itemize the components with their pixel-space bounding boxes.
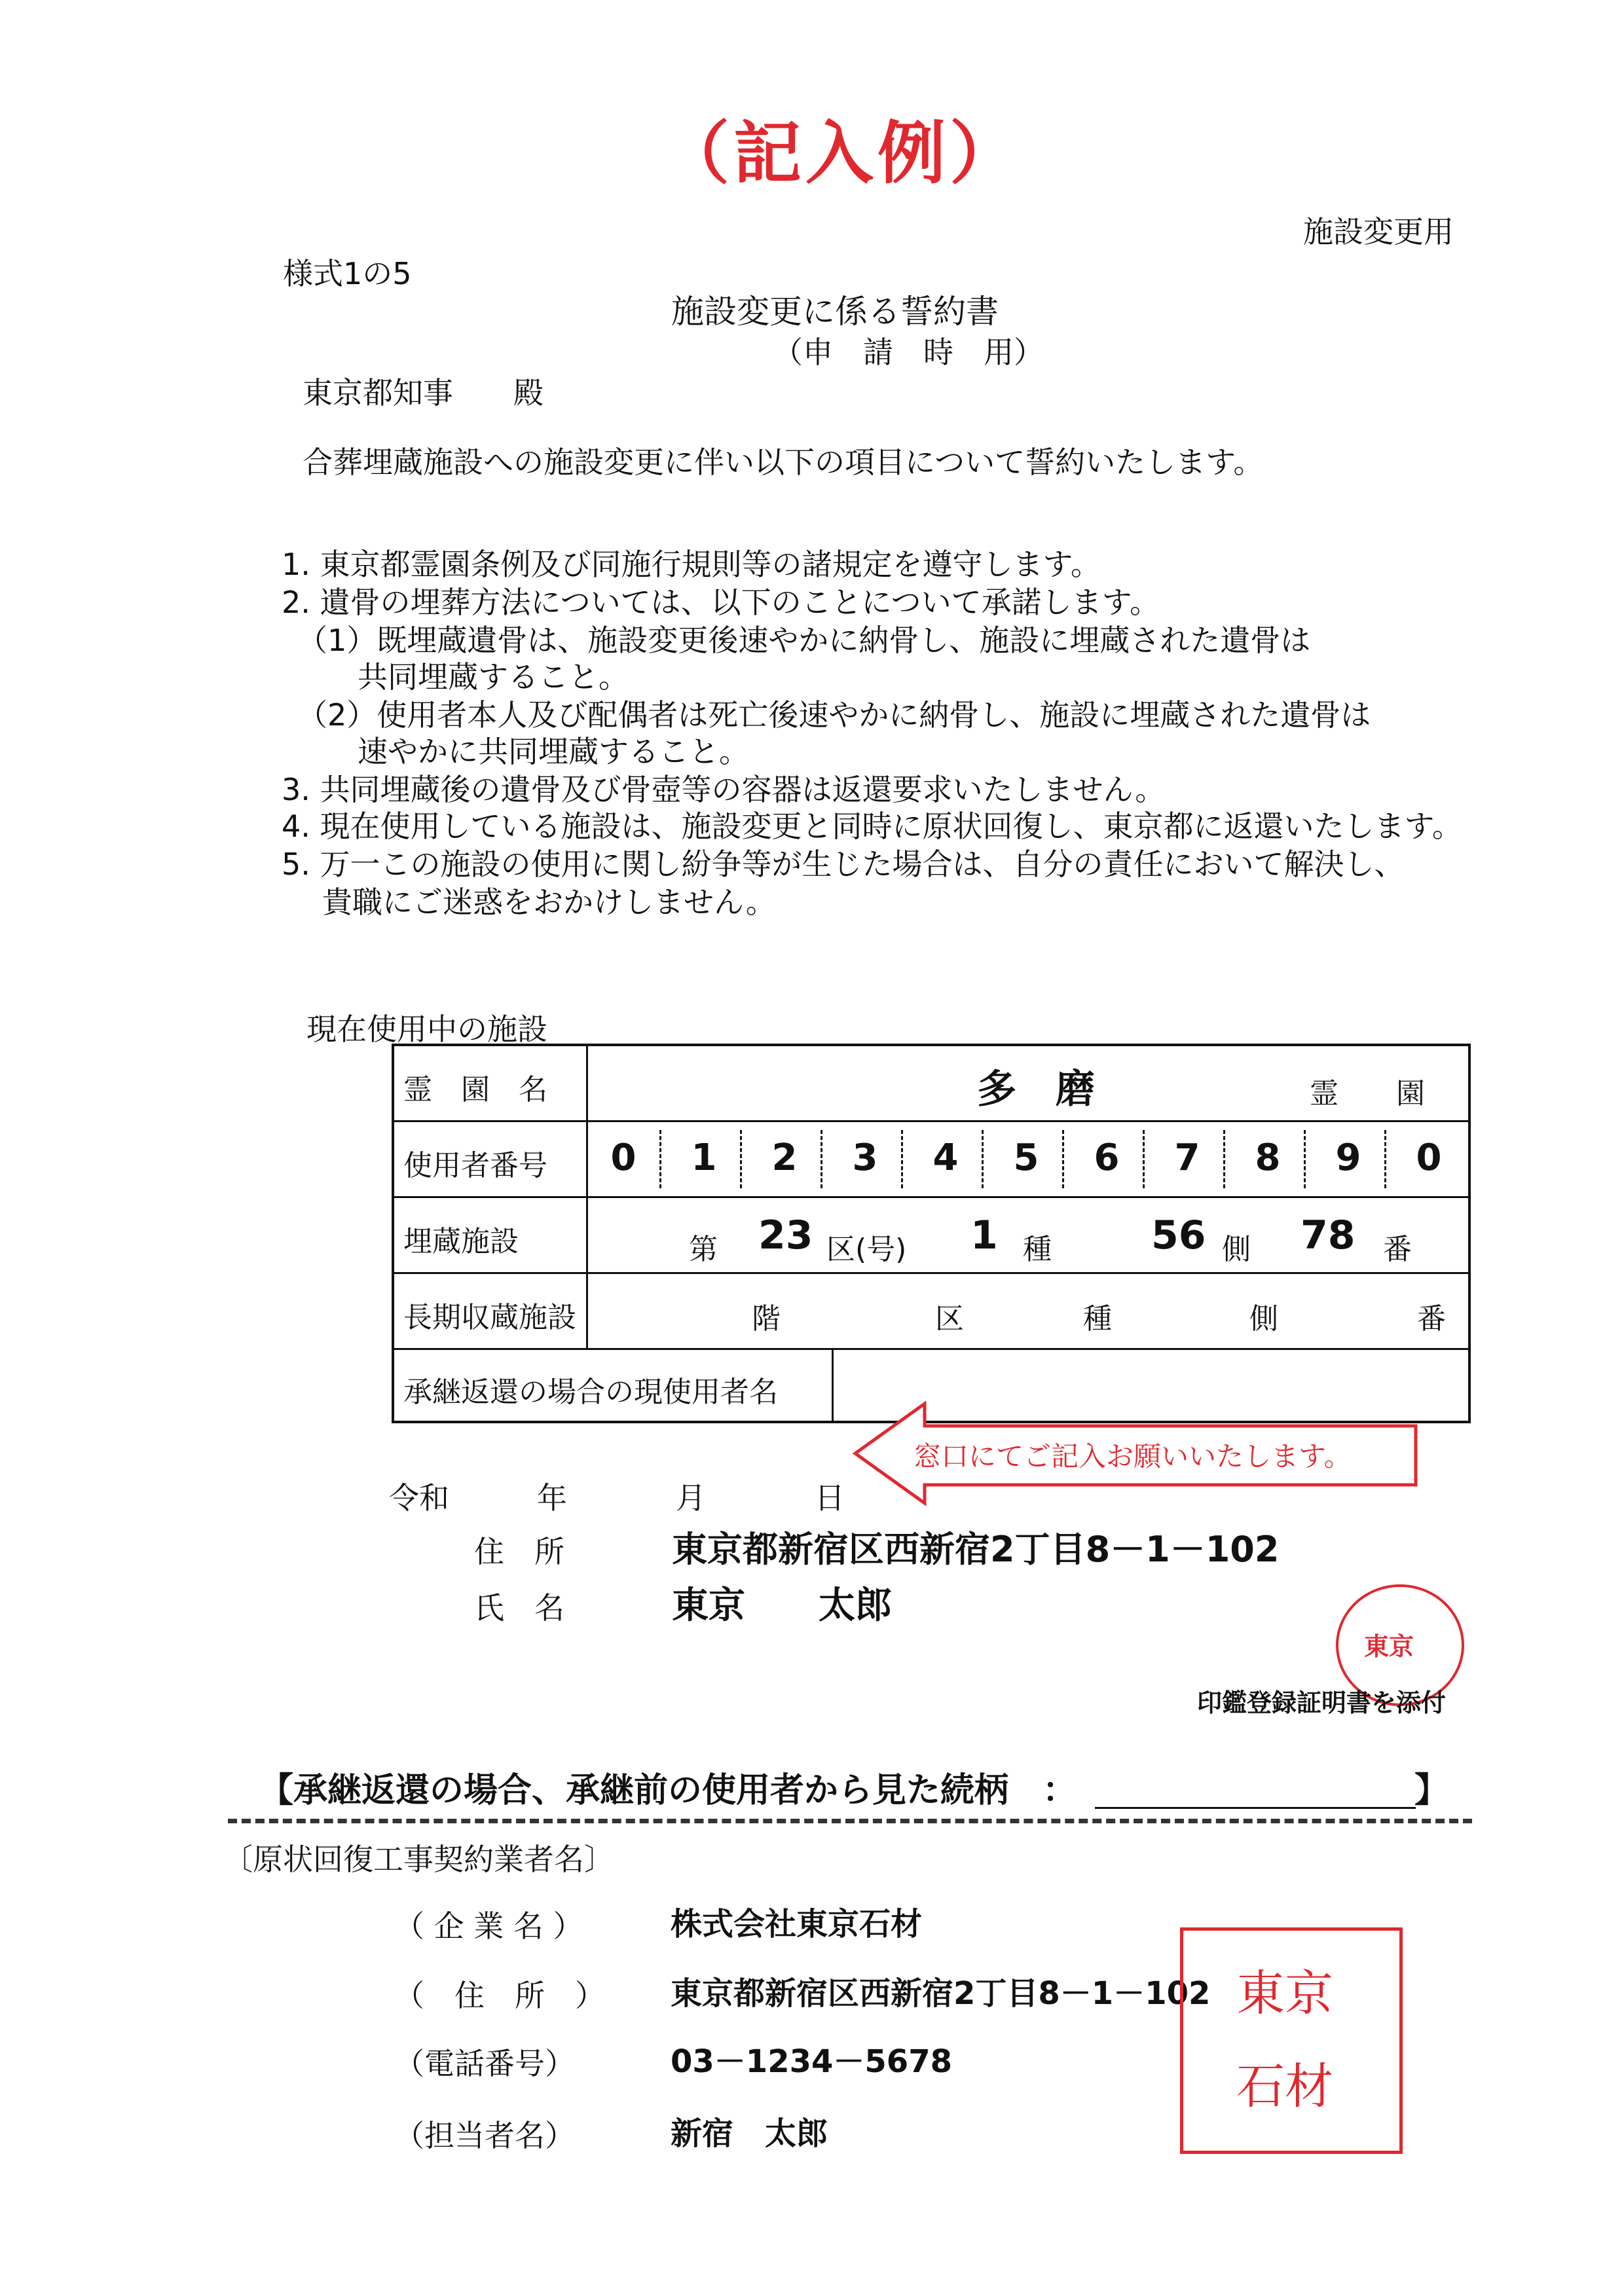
section-divider [228,1819,1472,1823]
intro-text: 合葬埋蔵施設への施設変更に伴い以下の項目について誓約いたします。 [303,445,1264,480]
contractor-phone-label: （電話番号） [394,2046,575,2081]
document-title: 施設変更に係る誓約書 [671,293,999,331]
cemetery-label: 霊 園 名 [403,1073,547,1106]
user-number-digit: 1 [691,1137,717,1179]
longterm-unit-shu: 種 [1083,1302,1112,1336]
contractor-heading: 〔原状回復工事契約業者名〕 [223,1842,614,1877]
contractor-address-label: （ 住 所 ） [394,1978,605,2013]
user-number-digit: 4 [932,1137,959,1179]
current-facility-heading: 現在使用中の施設 [306,1011,547,1047]
applicant-address-label: 住 所 [474,1534,564,1569]
user-number-digit: 9 [1335,1137,1361,1179]
table-row-user-number [394,1122,1468,1198]
example-title: （記入例） [661,113,1022,193]
pledge-item: 4. 現在使用している施設は、施設変更と同時に原状回復し、東京都に返還いたします。 [282,809,1462,844]
longterm-unit-ku: 区 [935,1302,964,1336]
table-row-longterm [394,1274,1468,1350]
pledge-item-continued: 貴職にご迷惑をおかけしません。 [322,884,776,920]
longterm-unit-ban: 番 [1417,1302,1446,1336]
user-number-digit: 3 [852,1137,878,1179]
user-number-label: 使用者番号 [403,1149,547,1182]
applicant-address-value: 東京都新宿区西新宿2丁目8－1－102 [672,1529,1280,1570]
pledge-subitem-continued: 速やかに共同埋蔵すること。 [358,734,749,769]
contractor-person-label: （担当者名） [394,2118,575,2153]
applicant-name-value: 東京 太郎 [672,1584,892,1627]
facility-table [392,1044,1471,1423]
document-subtitle: （申 請 時 用） [773,335,1044,370]
table-row-cemetery [394,1046,1468,1122]
user-number-digit: 5 [1013,1137,1039,1179]
burial-ku-value: 23 [758,1212,813,1258]
contractor-person-value: 新宿 太郎 [671,2115,828,2152]
relation-close: 】 [1414,1771,1449,1810]
pledge-subitem-continued: 共同埋蔵すること。 [358,659,629,695]
succession-label: 承継返還の場合の現使用者名 [403,1376,778,1409]
addressee: 東京都知事 殿 [303,375,544,410]
longterm-unit-gawa: 側 [1249,1302,1278,1336]
name-seal-text: 東京 [1364,1632,1414,1661]
burial-shu-value: 1 [970,1212,998,1258]
usage-tag: 施設変更用 [1303,214,1454,249]
pledge-item: 1. 東京都霊園条例及び同施行規則等の諸規定を遵守します。 [282,547,1101,582]
user-number-digit: 8 [1255,1137,1281,1179]
contractor-phone-value: 03－1234－5678 [671,2043,952,2080]
pledge-item: 2. 遺骨の埋葬方法については、以下のことについて承諾します。 [282,585,1160,620]
user-number-digit: 0 [1416,1137,1442,1179]
relation-underline [1095,1807,1416,1809]
company-seal-line1: 東京 [1236,1965,1333,2022]
relation-line: 【承継返還の場合、承継前の使用者から見た続柄 ： [259,1771,1077,1810]
burial-ku-unit: 区(号) [826,1233,907,1266]
company-seal-line2: 石材 [1236,2058,1333,2115]
burial-label: 埋蔵施設 [403,1225,519,1258]
user-number-digit: 0 [610,1137,637,1179]
date-era: 令和 [389,1480,449,1516]
seal-certificate-note: 印鑑登録証明書を添付 [1197,1688,1447,1717]
form-number: 様式1の5 [283,256,412,291]
user-number-digit: 7 [1174,1137,1200,1179]
user-number-digit: 2 [771,1137,798,1179]
contractor-company-label: （ 企 業 名 ） [394,1908,583,1944]
longterm-unit-floor: 階 [752,1302,781,1336]
cemetery-name: 多 磨 [977,1066,1095,1112]
date-year: 年 [537,1480,567,1516]
burial-gawa-unit: 側 [1222,1233,1251,1266]
contractor-address-value: 東京都新宿区西新宿2丁目8－1－102 [671,1975,1211,2012]
contractor-company-value: 株式会社東京石材 [671,1906,923,1942]
window-note-text: 窓口にてご記入お願いいたします。 [913,1440,1352,1472]
pledge-subitem: （2）使用者本人及び配偶者は死亡後速やかに納骨し、施設に埋蔵された遺骨は [297,697,1371,733]
pledge-subitem: （1）既埋蔵遺骨は、施設変更後速やかに納骨し、施設に埋蔵された遺骨は [297,623,1311,658]
pledge-item: 3. 共同埋蔵後の遺骨及び骨壺等の容器は返還要求いたしません。 [282,772,1166,807]
burial-ban-value: 78 [1301,1212,1356,1258]
cemetery-suffix: 霊 園 [1310,1077,1425,1110]
pledge-item: 5. 万一この施設の使用に関し紛争等が生じた場合は、自分の責任において解決し、 [282,847,1405,882]
burial-shu-unit: 種 [1023,1233,1052,1266]
burial-ban-unit: 番 [1383,1233,1412,1266]
date-day: 日 [815,1480,845,1516]
table-row-burial [394,1198,1468,1274]
applicant-name-label: 氏 名 [474,1590,564,1626]
burial-gawa-value: 56 [1151,1212,1206,1258]
date-month: 月 [676,1480,706,1516]
longterm-label: 長期収蔵施設 [403,1301,576,1334]
user-number-digit: 6 [1094,1137,1120,1179]
burial-dai: 第 [689,1233,718,1266]
